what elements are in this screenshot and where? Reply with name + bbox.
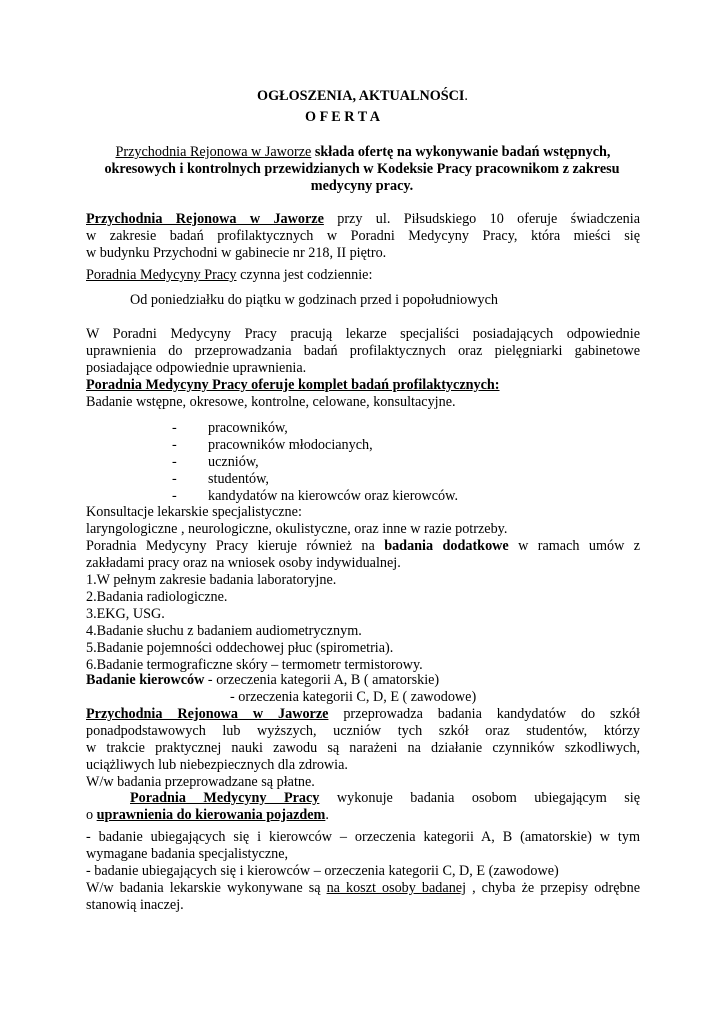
list-dash: - xyxy=(172,454,177,470)
offer-heading: Poradnia Medycyny Pracy oferuje komplet badań profilaktycznych: xyxy=(86,377,500,393)
additional-line-1 xyxy=(86,538,640,555)
additional-item: 1.W pełnym zakresie badania laboratoryjne. xyxy=(86,572,337,588)
list-item-text: uczniów, xyxy=(208,454,259,470)
para4-line-1 xyxy=(130,790,640,807)
para5-line-4-end: , chyba że przepisy odrębne xyxy=(466,880,640,896)
para5-line-3: - badanie ubiegających się i kierowców – orzeczenia kategorii C, D, E (zawodowe) xyxy=(86,863,559,879)
intro-line-1 xyxy=(88,144,638,161)
para3-line-5: W/w badania przeprowadzane są płatne. xyxy=(86,774,315,790)
para5-line-4 xyxy=(86,880,640,897)
consult-line-2: laryngologiczne , neurologiczne, okulistyczne, oraz inne w razie potrzeby. xyxy=(86,521,508,537)
drivers-line-1-rest: - orzeczenia kategorii A, B ( amatorskie) xyxy=(204,672,440,688)
para1-clinic-name: Przychodnia Rejonowa w Jaworze xyxy=(86,211,324,227)
para1-line-2: w zakresie badań profilaktycznych w Poradni Medycyny Pracy, która mieści się xyxy=(86,228,640,244)
para5-line-4-start: W/w badania lekarskie wykonywane są xyxy=(86,880,327,896)
intro-line-3: medycyny pracy. xyxy=(310,178,414,194)
drivers-line-1 xyxy=(86,672,439,689)
patient-groups-list xyxy=(172,420,458,505)
para2-line-2: uprawnienia do przeprowadzania badań profilaktycznych oraz pielęgniarki gabinetowe xyxy=(86,343,640,359)
list-item xyxy=(172,488,458,505)
intro-line-2: okresowych i kontrolnych przewidzianych w Kodeksie Pracy pracownikom z zakresu xyxy=(104,161,620,177)
list-item xyxy=(172,454,458,471)
additional-line-1-start: Poradnia Medycyny Pracy kieruje również na xyxy=(86,538,385,554)
additional-line-1-end: w ramach umów z xyxy=(508,538,640,554)
intro-line-1-rest: składa ofertę na wykonywanie badań wstępnych, xyxy=(311,144,611,160)
list-dash: - xyxy=(172,420,177,436)
list-dash: - xyxy=(172,488,177,504)
offer-subtitle: O F E R T A xyxy=(304,109,381,125)
para3-clinic-name: Przychodnia Rejonowa w Jaworze xyxy=(86,706,329,722)
additional-item: 5.Badanie pojemności oddechowej płuc (spirometria). xyxy=(86,640,394,656)
para3-line-4: uciążliwych lub niebezpiecznych dla zdrowia. xyxy=(86,757,348,773)
drivers-label: Badanie kierowców xyxy=(86,672,205,688)
list-dash: - xyxy=(172,437,177,453)
para4-line-2 xyxy=(86,807,329,824)
list-item-text: pracowników, xyxy=(208,420,288,436)
additional-item: 2.Badania radiologiczne. xyxy=(86,589,228,605)
para4-clinic-unit: Poradnia Medycyny Pracy xyxy=(130,790,320,806)
intro-clinic-name: Przychodnia Rejonowa w Jaworze xyxy=(115,144,312,160)
additional-tests-bold: badania dodatkowe xyxy=(384,538,509,554)
list-item xyxy=(172,437,458,454)
para2-line-3: posiadające odpowiednie uprawnienia. xyxy=(86,360,307,376)
list-item-text: pracowników młodocianych, xyxy=(208,437,373,453)
cost-phrase: na koszt osoby badanej xyxy=(326,880,467,896)
para1-line-3: w budynku Przychodni w gabinecie nr 218, II piętro. xyxy=(86,245,387,261)
additional-line-2: zakładami pracy oraz na wniosek osoby indywidualnej. xyxy=(86,555,401,571)
additional-item: 6.Badanie termograficzne skóry – termometr termistorowy. xyxy=(86,657,423,673)
title-dot: . xyxy=(464,88,468,104)
para3-line-2: ponadpodstawowych lub wyższych, uczniów tych szkół oraz studentów, którzy xyxy=(86,723,640,739)
license-phrase: uprawnienia do kierowania pojazdem xyxy=(96,807,326,823)
list-item xyxy=(172,471,458,488)
para4-line-1-rest: wykonuje badania osobom ubiegającym się xyxy=(319,790,640,806)
para2-line-1: W Poradni Medycyny Pracy pracują lekarze specjaliści posiadających odpowiednie xyxy=(86,326,640,342)
consult-line-1: Konsultacje lekarskie specjalistyczne: xyxy=(86,504,302,520)
para1-line-1-rest: przy ul. Piłsudskiego 10 oferuje świadczenia xyxy=(323,211,640,227)
para1-line-1 xyxy=(86,211,640,228)
title-text: OGŁOSZENIA, AKTUALNOŚCI xyxy=(257,88,465,104)
para4-line-2-end: . xyxy=(325,807,329,823)
list-item xyxy=(172,420,458,437)
list-item-text: studentów, xyxy=(208,471,269,487)
hours-line-rest: czynna jest codziennie: xyxy=(236,267,373,283)
list-dash: - xyxy=(172,471,177,487)
para3-line-1 xyxy=(86,706,640,723)
para4-line-2-start: o xyxy=(86,807,97,823)
para5-line-5: stanowią inaczej. xyxy=(86,897,184,913)
para5-line-2: wymagane badania specjalistyczne, xyxy=(86,846,289,862)
hours-schedule: Od poniedziałku do piątku w godzinach przed i popołudniowych xyxy=(130,292,499,308)
para3-line-3: w trakcie praktycznej nauki zawodu są narażeni na działanie czynników szkodliwych, xyxy=(86,740,640,756)
page-title xyxy=(0,88,725,105)
offer-types: Badanie wstępne, okresowe, kontrolne, celowane, konsultacyjne. xyxy=(86,394,456,410)
hours-line xyxy=(86,267,372,284)
drivers-line-2: - orzeczenia kategorii C, D, E ( zawodowe) xyxy=(230,689,477,705)
para5-line-1: - badanie ubiegających się i kierowców – orzeczenia kategorii A, B (amatorskie) w tym xyxy=(86,829,640,845)
hours-clinic-unit: Poradnia Medycyny Pracy xyxy=(86,267,237,283)
additional-item: 3.EKG, USG. xyxy=(86,606,165,622)
list-item-text: kandydatów na kierowców oraz kierowców. xyxy=(208,488,459,504)
additional-item: 4.Badanie słuchu z badaniem audiometrycznym. xyxy=(86,623,362,639)
para3-line-1-rest: przeprowadza badania kandydatów do szkół xyxy=(328,706,640,722)
